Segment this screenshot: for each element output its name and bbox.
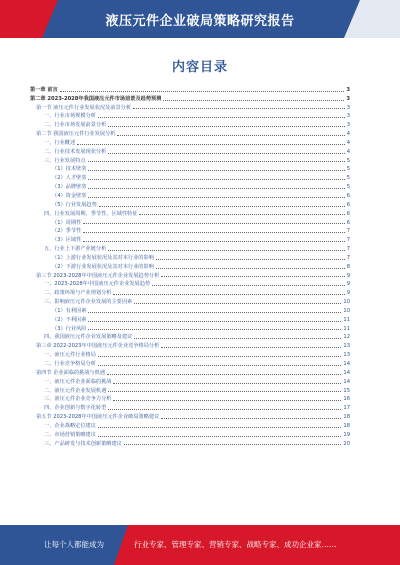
- toc-entry[interactable]: [30, 172, 350, 181]
- toc-entry[interactable]: [30, 305, 350, 314]
- toc-leader-dots: [117, 135, 344, 136]
- toc-leader-dots: [98, 365, 342, 366]
- report-title: 液压元件企业破局策略研究报告: [105, 14, 295, 29]
- toc-entry[interactable]: [30, 438, 350, 447]
- toc-entry-label: 四、行业发展周期、季节性、区域性特征: [44, 210, 138, 217]
- toc-entry-page: 10: [343, 307, 350, 314]
- footer-slogan-right: 行业专家、管理专家、营销专家、战略专家、成功企业家……: [134, 540, 337, 549]
- toc-entry-page: 16: [343, 396, 350, 403]
- toc-leader-dots: [113, 294, 344, 295]
- toc-entry-page: 13: [343, 343, 350, 350]
- toc-entry[interactable]: [30, 217, 350, 226]
- toc-entry[interactable]: [30, 429, 350, 438]
- toc-entry-label: （4）资金壁垒: [52, 192, 87, 199]
- toc-entry-page: 11: [343, 316, 350, 323]
- toc-entry-label: 一、行业概述: [44, 139, 76, 146]
- toc-entry-page: 14: [343, 361, 350, 367]
- toc-entry[interactable]: [30, 402, 350, 411]
- toc-leader-dots: [83, 241, 344, 242]
- toc-entry[interactable]: [30, 376, 350, 385]
- toc-leader-dots: [77, 144, 345, 145]
- toc-entry-page: 9: [346, 290, 350, 297]
- toc-entry[interactable]: [30, 137, 350, 146]
- toc-entry-label: 三、行业发展特点: [44, 157, 86, 164]
- toc-entry-page: 3: [346, 104, 350, 111]
- toc-leader-dots: [161, 347, 341, 348]
- toc-entry[interactable]: [30, 199, 350, 208]
- toc-entry-label: 第三章 2022-2023年中国液压元件企业竞争格局分析: [36, 343, 160, 350]
- toc-entry-label: （1）有利因素: [52, 307, 87, 314]
- toc-leader-dots: [88, 312, 341, 313]
- toc-entry-label: 三、液压元件企业竞争力分析: [44, 396, 112, 403]
- toc-heading: 内容目录: [171, 60, 228, 75]
- toc-entry[interactable]: [30, 155, 350, 164]
- toc-entry-page: 14: [343, 369, 350, 376]
- toc-leader-dots: [99, 206, 345, 207]
- toc-leader-dots: [134, 338, 341, 339]
- toc-leader-dots: [88, 188, 344, 189]
- toc-leader-dots: [161, 276, 344, 277]
- toc-entry-label: （2）下游行业发展状况及其对本行业的影响: [52, 263, 154, 270]
- toc-entry-page: 5: [346, 166, 350, 173]
- toc-entry[interactable]: [30, 146, 350, 155]
- toc-entry-label: 四、企业创新与数字化转型: [44, 405, 107, 412]
- toc-entry[interactable]: [30, 208, 350, 217]
- toc-leader-dots: [88, 170, 344, 171]
- toc-entry-page: 18: [343, 414, 350, 421]
- toc-leader-dots: [98, 117, 345, 118]
- toc-entry[interactable]: [30, 332, 350, 341]
- toc-entry-label: 一、液压元件企业面临的挑战: [44, 378, 112, 385]
- table-of-contents: [30, 84, 350, 447]
- toc-leader-dots: [83, 232, 344, 233]
- toc-entry-label: 第四节 企业面临的挑战与机遇: [36, 369, 106, 376]
- toc-entry-label: 第一节 液压元件行业发展状况及前景分析: [36, 104, 132, 111]
- toc-entry-label: 一、液压元件行业格局: [44, 352, 96, 359]
- toc-leader-dots: [134, 303, 341, 304]
- toc-leader-dots: [108, 409, 341, 410]
- toc-entry-page: 11: [343, 325, 350, 332]
- toc-entry[interactable]: [30, 190, 350, 199]
- toc-entry-label: 第二节 我国液压元件行业发展分析: [36, 131, 116, 138]
- toc-entry-page: 5: [346, 157, 350, 164]
- toc-entry-label: （3）区域性: [52, 237, 82, 244]
- toc-entry-page: 5: [346, 175, 350, 182]
- toc-entry-label: （5）行业发展趋势: [52, 201, 97, 208]
- toc-entry-label: 一、行业市场规模分析: [44, 113, 96, 120]
- toc-entry-label: （1）周期性: [52, 219, 82, 226]
- toc-entry-page: 13: [343, 352, 350, 359]
- toc-entry-page: 6: [346, 192, 350, 199]
- toc-entry-label: 五、行业上下游产业链分析: [44, 246, 107, 253]
- toc-leader-dots: [163, 100, 344, 101]
- toc-leader-dots: [88, 179, 344, 180]
- toc-entry-page: 6: [346, 201, 350, 208]
- toc-entry-page: 7: [346, 246, 350, 253]
- toc-entry-page: 7: [346, 254, 350, 261]
- toc-entry[interactable]: [30, 367, 350, 376]
- toc-leader-dots: [98, 436, 342, 437]
- toc-entry-page: 4: [346, 148, 350, 155]
- toc-entry-label: （2）季节性: [52, 228, 82, 235]
- toc-entry[interactable]: [30, 234, 350, 243]
- toc-entry-label: （3）行业风险: [52, 325, 87, 332]
- toc-entry-label: 二、行业竞争格局分析: [44, 361, 96, 367]
- toc-entry-label: 二、行业技术发展现状分析: [44, 148, 107, 155]
- toc-entry[interactable]: [30, 261, 350, 270]
- toc-entry-label: 三、产品研发与技术创新策略建议: [44, 440, 122, 447]
- toc-entry[interactable]: [30, 270, 350, 279]
- toc-entry[interactable]: [30, 252, 350, 261]
- toc-entry[interactable]: [30, 84, 350, 93]
- toc-entry-page: 4: [346, 139, 350, 146]
- toc-entry-page: 9: [346, 281, 350, 288]
- toc-entry-page: 9: [346, 272, 350, 279]
- toc-entry[interactable]: [30, 349, 350, 358]
- toc-leader-dots: [139, 214, 344, 215]
- toc-entry-page: 5: [346, 184, 350, 191]
- toc-entry-page: 19: [343, 431, 350, 438]
- toc-entry-label: 第一章 前言: [30, 86, 58, 93]
- toc-entry-page: 15: [343, 387, 350, 394]
- toc-entry-label: 第二章 2023-2028年我国液压元件市场前景及趋势预测: [30, 95, 162, 102]
- toc-entry-page: 14: [343, 378, 350, 385]
- toc-leader-dots: [133, 108, 345, 109]
- toc-entry[interactable]: [30, 358, 350, 367]
- toc-entry[interactable]: [30, 314, 350, 323]
- toc-leader-dots: [108, 250, 344, 251]
- toc-entry-page: 7: [346, 237, 350, 244]
- toc-leader-dots: [156, 268, 345, 269]
- toc-entry-page: 3: [346, 86, 350, 93]
- toc-entry-label: （1）上游行业发展状况及其对本行业的影响: [52, 254, 154, 261]
- footer-slogan-left: 让每个人都能成为: [44, 540, 104, 549]
- toc-entry[interactable]: [30, 243, 350, 252]
- toc-entry-page: 18: [343, 422, 350, 429]
- toc-leader-dots: [124, 444, 342, 445]
- toc-entry-label: 二、行业市场发展前景分析: [44, 122, 107, 129]
- toc-entry-page: 4: [346, 131, 350, 138]
- toc-entry-label: 三、影响液压元件企业发展的主要因素: [44, 299, 133, 306]
- toc-leader-dots: [88, 321, 341, 322]
- toc-entry[interactable]: [30, 394, 350, 403]
- toc-entry-label: 二、政策环境与产业规划分析: [44, 290, 112, 297]
- toc-entry[interactable]: [30, 287, 350, 296]
- toc-entry-page: 20: [343, 440, 350, 447]
- toc-entry-page: 12: [343, 334, 350, 341]
- toc-leader-dots: [107, 374, 341, 375]
- toc-entry-page: 8: [346, 263, 350, 270]
- toc-entry-label: 二、液压元件企业发展机遇: [44, 387, 107, 394]
- toc-leader-dots: [98, 427, 342, 428]
- toc-entry-label: （2）不利因素: [52, 316, 87, 323]
- toc-leader-dots: [113, 400, 341, 401]
- toc-entry-label: 第五节 2023-2028年中国液压元件企业破局策略建议: [36, 414, 160, 421]
- toc-entry[interactable]: [30, 411, 350, 420]
- toc-entry-page: 3: [346, 122, 350, 129]
- toc-entry[interactable]: [30, 119, 350, 128]
- toc-leader-dots: [88, 329, 341, 330]
- toc-entry-page: 7: [346, 228, 350, 235]
- toc-entry-label: 一、2023-2028年中国液压元件企业发展趋势: [44, 281, 151, 288]
- footer-banner: [0, 525, 400, 565]
- toc-leader-dots: [98, 356, 342, 357]
- toc-entry-label: （3）品牌壁垒: [52, 184, 87, 191]
- toc-entry-label: 二、市场营销策略建议: [44, 431, 96, 438]
- toc-entry[interactable]: [30, 296, 350, 305]
- toc-leader-dots: [108, 126, 344, 127]
- toc-entry-page: 17: [343, 405, 350, 412]
- toc-leader-dots: [88, 161, 345, 162]
- toc-entry[interactable]: [30, 93, 350, 102]
- toc-entry-page: 3: [346, 95, 350, 102]
- toc-entry[interactable]: [30, 111, 350, 120]
- toc-leader-dots: [156, 259, 345, 260]
- toc-entry[interactable]: [30, 340, 350, 349]
- toc-leader-dots: [113, 383, 341, 384]
- toc-leader-dots: [88, 197, 344, 198]
- header-banner: [0, 0, 400, 38]
- toc-entry-page: 3: [346, 113, 350, 120]
- toc-entry[interactable]: [30, 279, 350, 288]
- toc-entry-label: 第三节 2023-2028年中国液压元件企业发展趋势分析: [36, 272, 160, 279]
- toc-leader-dots: [60, 91, 345, 92]
- toc-entry[interactable]: [30, 385, 350, 394]
- toc-entry[interactable]: [30, 323, 350, 332]
- toc-entry-label: （1）技术壁垒: [52, 166, 87, 173]
- toc-entry-page: 10: [343, 299, 350, 306]
- toc-leader-dots: [152, 285, 345, 286]
- toc-entry[interactable]: [30, 102, 350, 111]
- toc-entry[interactable]: [30, 181, 350, 190]
- toc-entry-label: 一、企业战略定位建议: [44, 422, 96, 429]
- toc-leader-dots: [108, 153, 344, 154]
- toc-entry[interactable]: [30, 226, 350, 235]
- toc-entry-label: （2）人才壁垒: [52, 175, 87, 182]
- toc-leader-dots: [83, 223, 344, 224]
- toc-leader-dots: [161, 418, 341, 419]
- toc-entry-page: 6: [346, 210, 350, 217]
- toc-entry[interactable]: [30, 164, 350, 173]
- toc-leader-dots: [108, 391, 341, 392]
- toc-entry-label: 四、我国液压元件企业发展策略及建议: [44, 334, 133, 341]
- toc-entry[interactable]: [30, 128, 350, 137]
- toc-entry[interactable]: [30, 420, 350, 429]
- toc-entry-page: 6: [346, 219, 350, 226]
